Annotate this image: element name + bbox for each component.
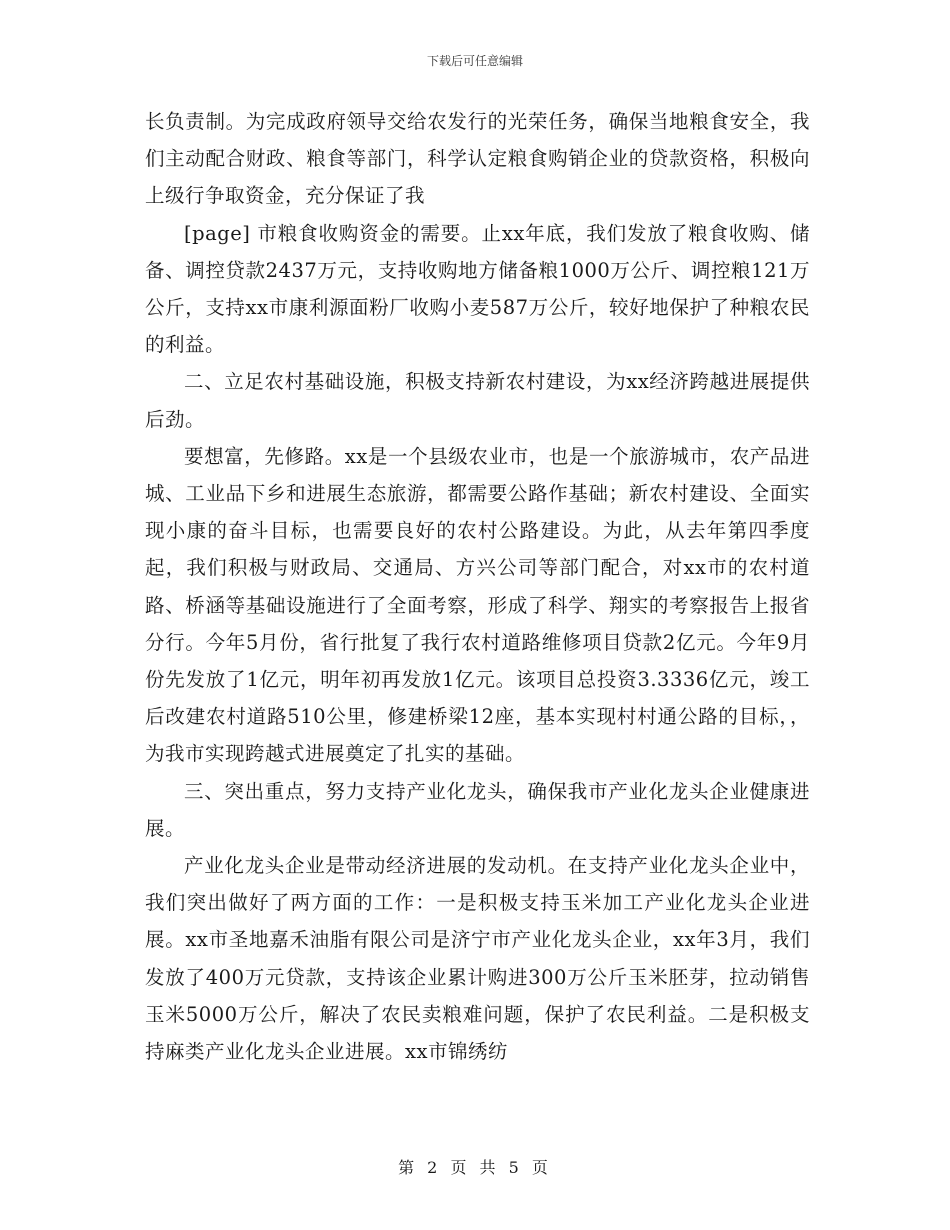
section-heading-rural-infrastructure: 二、立足农村基础设施，积极支持新农村建设，为xx经济跨越进展提供后劲。 [145,370,810,431]
section-heading-leading-enterprises: 三、突出重点，努力支持产业化龙头，确保我市产业化龙头企业健康进展。 [145,779,810,840]
page-header-note: 下载后可任意编辑 [426,54,523,68]
paragraph-continuation: 长负责制。为完成政府领导交给农发行的光荣任务，确保当地粮食安全，我们主动配合财政、粮食等部门，科学认定粮食购销企业的贷款资格，积极向上级行争取资金，充分保证了我 [145,110,810,208]
page-number: 第 2 页 共 5 页 [398,1158,552,1177]
document-body [145,103,810,1070]
paragraph-leading-enterprises: 产业化龙头企业是带动经济进展的发动机。在支持产业化龙头企业中，我们突出做好了两方面的工作：一是积极支持玉米加工产业化龙头企业进展。xx市圣地嘉禾油脂有限公司是济宁市产业化龙头企业，xx年3月，我们发放了400万元贷款，支持该企业累计购进300万公斤玉米胚芽，拉动销售玉米5000万公斤，解决了农民卖粮难问题，保护了农民利益。二是积极支持麻类产业化龙头企业进展。xx市锦绣纺 [145,854,810,1064]
paragraph-grain-loans: [page] 市粮食收购资金的需要。止xx年底，我们发放了粮食收购、储备、调控贷款2437万元，支持收购地方储备粮1000万公斤、调控粮121万公斤，支持xx市康利源面粉厂收购小麦587万公斤，较好地保护了种粮农民的利益。 [145,221,810,357]
paragraph-road-project: 要想富，先修路。xx是一个县级农业市，也是一个旅游城市，农产品进城、工业品下乡和进展生态旅游，都需要公路作基础；新农村建设、全面实现小康的奋斗目标，也需要良好的农村公路建设。为此，从去年第四季度起，我们积极与财政局、交通局、方兴公司等部门配合，对xx市的农村道路、桥涵等基础设施进行了全面考察，形成了科学、翔实的考察报告上报省分行。今年5月份，省行批复了我行农村道路维修项目贷款2亿元。今年9月份先发放了1亿元，明年初再发放1亿元。该项目总投资3.3336亿元，竣工后改建农村道路510公里，修建桥梁12座，基本实现村村通公路的目标，，为我市实现跨越式进展奠定了扎实的基础。 [145,444,810,766]
